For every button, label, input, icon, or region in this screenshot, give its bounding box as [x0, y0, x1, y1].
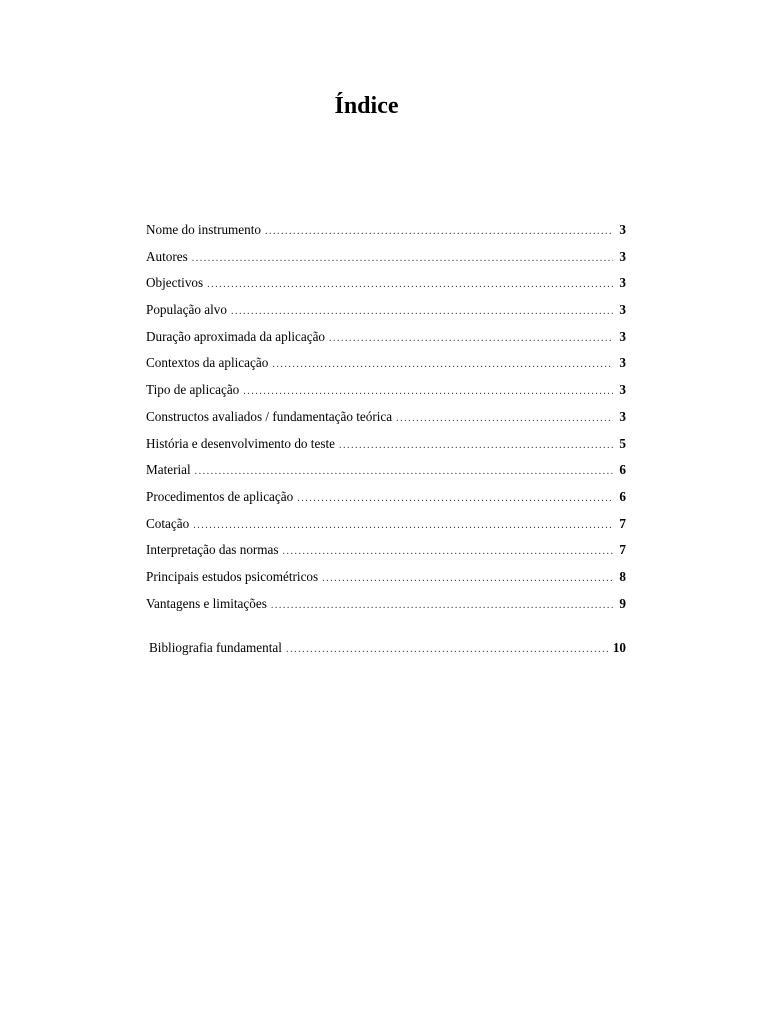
toc-entry-label: Duração aproximada da aplicação — [146, 328, 326, 344]
toc-entry — [146, 593, 626, 620]
toc-leader-dots — [193, 515, 613, 537]
toc-entry-label: Objectivos — [146, 275, 204, 291]
toc-leader-dots — [192, 248, 613, 270]
toc-entry — [146, 246, 626, 273]
toc-entry-label: História e desenvolvimento do teste — [146, 435, 335, 451]
toc-entry-page: 10 — [612, 640, 626, 656]
toc-entry — [146, 539, 626, 566]
toc-entry-page: 3 — [619, 328, 626, 344]
toc-entry-page: 3 — [619, 222, 626, 237]
toc-leader-dots — [265, 221, 613, 243]
toc-entry — [146, 433, 626, 460]
toc-entry-page: 6 — [619, 488, 626, 504]
toc-leader-dots — [322, 568, 613, 590]
toc-entry-bibliography — [146, 637, 626, 663]
toc-entry-label: Procedimentos de aplicação — [146, 488, 294, 504]
toc-entry-page: 3 — [619, 248, 626, 264]
toc-entry-page: 6 — [619, 462, 626, 478]
table-of-contents — [146, 219, 626, 663]
toc-entry-page: 5 — [619, 435, 626, 451]
toc-entry-page: 3 — [619, 355, 626, 371]
toc-entry-page: 9 — [619, 595, 626, 611]
toc-entry — [146, 326, 626, 353]
toc-entry — [146, 566, 626, 593]
toc-leader-dots — [207, 274, 613, 296]
toc-entry-label: Autores — [146, 248, 188, 264]
toc-leader-dots — [283, 541, 613, 563]
toc-leader-dots — [195, 461, 613, 483]
toc-leader-dots — [396, 408, 613, 430]
toc-entry — [146, 352, 626, 379]
toc-leader-dots — [297, 488, 613, 510]
toc-entry-page: 3 — [619, 275, 626, 291]
toc-leader-dots — [243, 381, 613, 403]
toc-entry-page: 7 — [619, 515, 626, 531]
toc-entry-label: Tipo de aplicação — [146, 382, 240, 398]
toc-leader-dots — [272, 354, 613, 376]
toc-entry-page: 3 — [619, 382, 626, 398]
toc-entry-label: Material — [146, 462, 191, 478]
toc-entry-label: Interpretação das normas — [146, 542, 279, 558]
toc-entry — [146, 406, 626, 433]
toc-entry — [146, 219, 626, 246]
toc-entry — [146, 459, 626, 486]
toc-entry — [146, 513, 626, 540]
toc-leader-dots — [271, 595, 613, 617]
toc-entry-label: População alvo — [146, 302, 227, 318]
toc-entry-label: Constructos avaliados / fundamentação teórica — [146, 408, 393, 424]
toc-entry-label: Nome do instrumento — [146, 222, 262, 237]
page-title: Índice — [334, 93, 399, 119]
toc-entry-page: 3 — [619, 302, 626, 318]
toc-entry-page: 8 — [619, 568, 626, 584]
toc-entry-label: Cotação — [146, 515, 190, 531]
toc-entry — [146, 299, 626, 326]
toc-entry-label: Contextos da aplicação — [146, 355, 269, 371]
toc-entry-page: 7 — [619, 542, 626, 558]
toc-leader-dots — [329, 328, 613, 350]
toc-entry-label: Principais estudos psicométricos — [146, 568, 319, 584]
toc-entry — [146, 272, 626, 299]
toc-entry — [146, 379, 626, 406]
toc-leader-dots — [231, 301, 613, 323]
toc-entry-page: 3 — [619, 408, 626, 424]
toc-leader-dots — [286, 639, 610, 661]
toc-entry-label: Vantagens e limitações — [146, 595, 267, 611]
toc-entry-label: Bibliografia fundamental — [149, 640, 282, 656]
toc-leader-dots — [339, 435, 613, 457]
toc-entry — [146, 486, 626, 513]
